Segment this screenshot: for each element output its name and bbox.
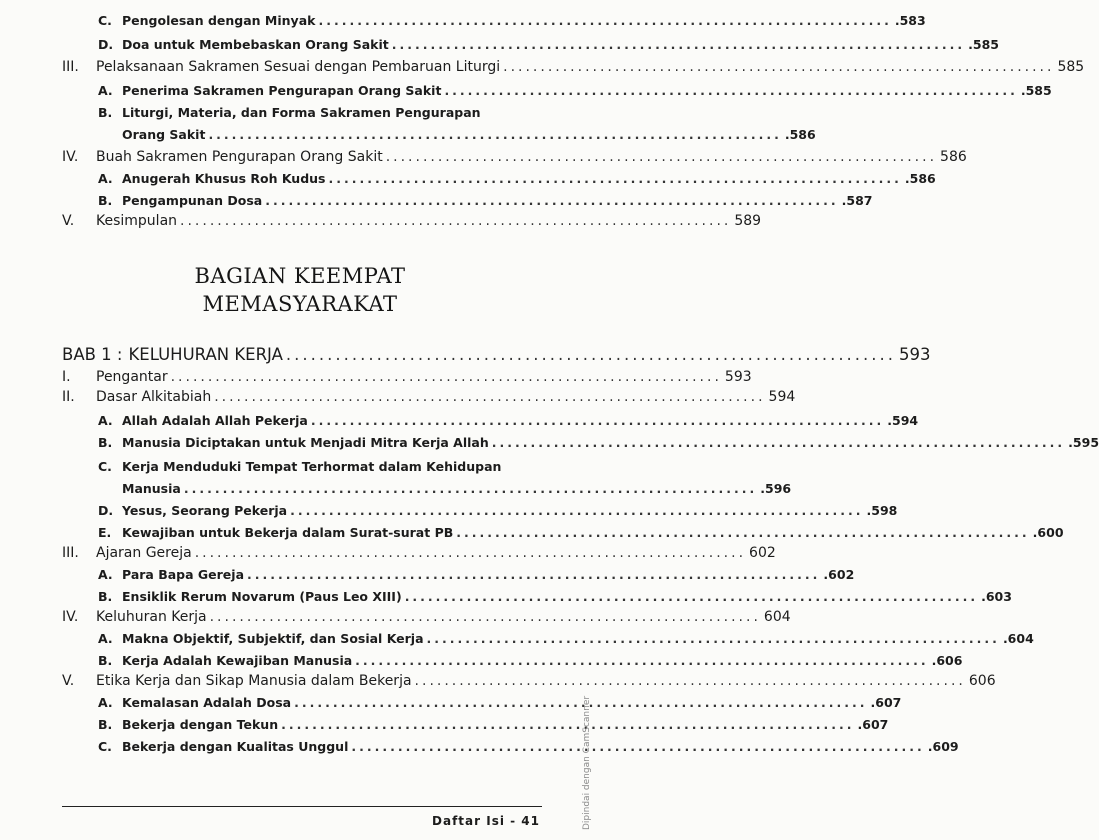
toc-entry-number: A. (98, 567, 113, 582)
toc-entry-title: Buah Sakramen Pengurapan Orang Sakit (96, 149, 383, 165)
toc-entry-number: A. (98, 171, 113, 186)
toc-entry-page: .586 (904, 171, 936, 186)
toc-entry-title: Manusia (122, 481, 181, 496)
toc-leader: .......................................................................... (444, 83, 1018, 98)
toc-entry-page: 604 (763, 609, 791, 625)
toc-leader: .......................................................................... (281, 717, 855, 732)
toc-entry-title: Kerja Menduduki Tempat Terhormat dalam Kehidupan (122, 459, 502, 474)
toc-entry (0, 670, 996, 692)
toc-entry (0, 10, 926, 32)
toc-entry-title: Penerima Sakramen Pengurapan Orang Sakit (122, 83, 442, 98)
toc-leader: .......................................................................... (208, 127, 782, 142)
toc-entry (0, 410, 919, 432)
toc-leader: .......................................................................... (285, 345, 897, 364)
scanner-watermark: Dipindai dengan CamScanner (582, 695, 592, 830)
toc-entry-number: A. (98, 413, 113, 428)
toc-entry (0, 366, 752, 388)
toc-entry (0, 190, 873, 212)
toc-entry-number: B. (98, 435, 113, 450)
footer-page-number: - 41 (510, 814, 540, 828)
toc-entry-number: E. (98, 525, 112, 540)
toc-entry-page: 593 (899, 345, 931, 364)
footer-label: Daftar Isi (432, 814, 505, 828)
toc-entry-page: .606 (931, 653, 963, 668)
toc-entry-page: .587 (841, 193, 873, 208)
toc-entry-number: IV. (62, 609, 79, 625)
toc-entry-page: .609 (927, 739, 959, 754)
toc-entry-number: B. (98, 105, 113, 120)
toc-entry-page: .596 (760, 481, 792, 496)
toc-leader: .......................................................................... (194, 545, 747, 561)
toc-entry-title: Ajaran Gereja (96, 545, 192, 561)
toc-entry-title: Makna Objektif, Subjektif, dan Sosial Kerja (122, 631, 424, 646)
toc-entry-title: Pengampunan Dosa (122, 193, 263, 208)
toc-entry-number: B. (98, 717, 113, 732)
toc-entry (0, 124, 816, 146)
toc-entry-title: Pengolesan dengan Minyak (122, 13, 316, 28)
toc-entry-title: Yesus, Seorang Pekerja (122, 503, 288, 518)
toc-entry-number: A. (98, 83, 113, 98)
toc-entry-page: .594 (887, 413, 919, 428)
toc-leader: .......................................................................... (426, 631, 1000, 646)
toc-entry-title: Keluhuran Kerja (96, 609, 207, 625)
toc-entry-number: B. (98, 193, 113, 208)
toc-leader: .......................................................................... (310, 413, 885, 428)
toc-entry (0, 168, 936, 190)
toc-entry-number: V. (62, 673, 75, 689)
toc-entry-title: Kemalasan Adalah Dosa (122, 695, 292, 710)
toc-entry-number: I. (62, 369, 71, 385)
toc-entry-title: Kerja Adalah Kewajiban Manusia (122, 653, 353, 668)
toc-entry-page: .603 (981, 589, 1012, 604)
toc-entry-title: Bekerja dengan Kualitas Unggul (122, 739, 349, 754)
toc-entry-number: A. (98, 695, 113, 710)
toc-entry-page: 585 (1057, 59, 1085, 75)
footer-rule (62, 806, 542, 807)
toc-entry-page: .586 (784, 127, 816, 142)
toc-entry-title: Kewajiban untuk Bekerja dalam Surat-surat PB (122, 525, 454, 540)
toc-leader: .......................................................................... (318, 13, 892, 28)
toc-leader: .......................................................................... (294, 695, 868, 710)
toc-entry (0, 34, 999, 56)
toc-entry (0, 586, 1012, 608)
toc-entry-title: Orang Sakit (122, 127, 206, 142)
toc-leader: .......................................................................... (183, 481, 758, 496)
toc-entry (0, 692, 902, 714)
toc-entry-number: III. (62, 545, 79, 561)
toc-entry-number: C. (98, 13, 112, 28)
toc-entry-page: .607 (870, 695, 902, 710)
toc-entry-number: II. (62, 389, 75, 405)
toc-leader: .......................................................................... (491, 435, 1066, 450)
toc-entry (0, 210, 762, 232)
toc-leader: .......................................................................... (351, 739, 925, 754)
toc-leader: .......................................................................... (404, 589, 979, 604)
toc-entry-page: .604 (1002, 631, 1034, 646)
toc-leader: .......................................................................... (503, 59, 1055, 75)
toc-leader: .......................................................................... (170, 369, 722, 385)
toc-entry (0, 628, 1034, 650)
toc-entry-title: Dasar Alkitabiah (96, 389, 212, 405)
toc-leader: .......................................................................... (391, 37, 966, 52)
toc-entry-number: B. (98, 589, 113, 604)
toc-entry (0, 606, 791, 628)
toc-entry (0, 650, 963, 672)
toc-entry-page: .602 (823, 567, 855, 582)
toc-entry-page: .595 (1068, 435, 1099, 450)
toc-leader: .......................................................................... (414, 673, 966, 689)
toc-entry-page: .607 (857, 717, 889, 732)
toc-entry-number: A. (98, 631, 113, 646)
toc-entry-number: B. (98, 653, 113, 668)
toc-entry (0, 564, 855, 586)
toc-entry-title: Kesimpulan (96, 213, 178, 229)
toc-entry-title: Manusia Diciptakan untuk Menjadi Mitra Kerja Allah (122, 435, 489, 450)
toc-entry-title: Doa untuk Membebaskan Orang Sakit (122, 37, 389, 52)
toc-leader: .......................................................................... (290, 503, 864, 518)
toc-entry-page: .598 (866, 503, 898, 518)
toc-entry-number: C. (98, 739, 112, 754)
toc-leader: .......................................................................... (247, 567, 821, 582)
toc-leader: .......................................................................... (180, 213, 732, 229)
toc-entry (0, 714, 889, 736)
toc-entry-title: Etika Kerja dan Sikap Manusia dalam Bekerja (96, 673, 412, 689)
toc-entry-title: Pelaksanaan Sakramen Sesuai dengan Pembaruan Liturgi (96, 59, 501, 75)
toc-leader: .......................................................................... (214, 389, 766, 405)
toc-leader: .......................................................................... (209, 609, 761, 625)
toc-chapter-title: KELUHURAN KERJA (128, 345, 283, 364)
toc-entry (0, 478, 792, 500)
toc-entry-page: 594 (768, 389, 796, 405)
toc-entry-number: D. (98, 37, 114, 52)
toc-entry-number: C. (98, 459, 112, 474)
toc-chapter-number: BAB 1 : (62, 345, 123, 364)
toc-entry-number: IV. (62, 149, 79, 165)
toc-entry-number: V. (62, 213, 75, 229)
toc-entry (0, 500, 898, 522)
toc-entry (0, 386, 796, 408)
toc-entry-page: .600 (1032, 525, 1064, 540)
toc-entry-page: 593 (724, 369, 752, 385)
toc-leader: .......................................................................... (265, 193, 839, 208)
toc-entry-title: Ensiklik Rerum Novarum (Paus Leo XIII) (122, 589, 402, 604)
toc-entry-page: 602 (749, 545, 776, 561)
toc-entry (0, 56, 1085, 78)
toc-entry-number: D. (98, 503, 114, 518)
toc-entry-title: Bekerja dengan Tekun (122, 717, 279, 732)
toc-entry (0, 80, 1052, 102)
toc-entry-number: III. (62, 59, 79, 75)
part-heading-line1: BAGIAN KEEMPAT (194, 264, 406, 288)
toc-chapter-entry (0, 342, 931, 368)
toc-entry-title: Anugerah Khusus Roh Kudus (122, 171, 326, 186)
toc-entry-title: Pengantar (96, 369, 168, 385)
toc-entry-page: 589 (734, 213, 762, 229)
toc-entry-page: .585 (968, 37, 999, 52)
toc-entry (0, 456, 600, 478)
toc-entry (0, 522, 1064, 544)
toc-entry-title: Allah Adalah Allah Pekerja (122, 413, 308, 428)
toc-entry-page: 586 (940, 149, 967, 165)
toc-leader: .......................................................................... (385, 149, 938, 165)
page-footer (432, 814, 540, 828)
toc-entry-page: .583 (894, 13, 926, 28)
toc-leader: .......................................................................... (355, 653, 929, 668)
toc-entry-page: 606 (968, 673, 996, 689)
toc-entry (0, 542, 776, 564)
toc-entry-title: Liturgi, Materia, dan Forma Sakramen Pengurapan (122, 105, 481, 120)
toc-entry-title: Para Bapa Gereja (122, 567, 245, 582)
toc-leader: .......................................................................... (456, 525, 1030, 540)
toc-leader: .......................................................................... (328, 171, 902, 186)
toc-entry (0, 102, 600, 124)
toc-entry (0, 736, 959, 758)
toc-entry (0, 432, 1099, 454)
toc-entry (0, 146, 967, 168)
toc-entry-page: .585 (1020, 83, 1052, 98)
part-heading-line2: MEMASYARAKAT (202, 292, 398, 316)
